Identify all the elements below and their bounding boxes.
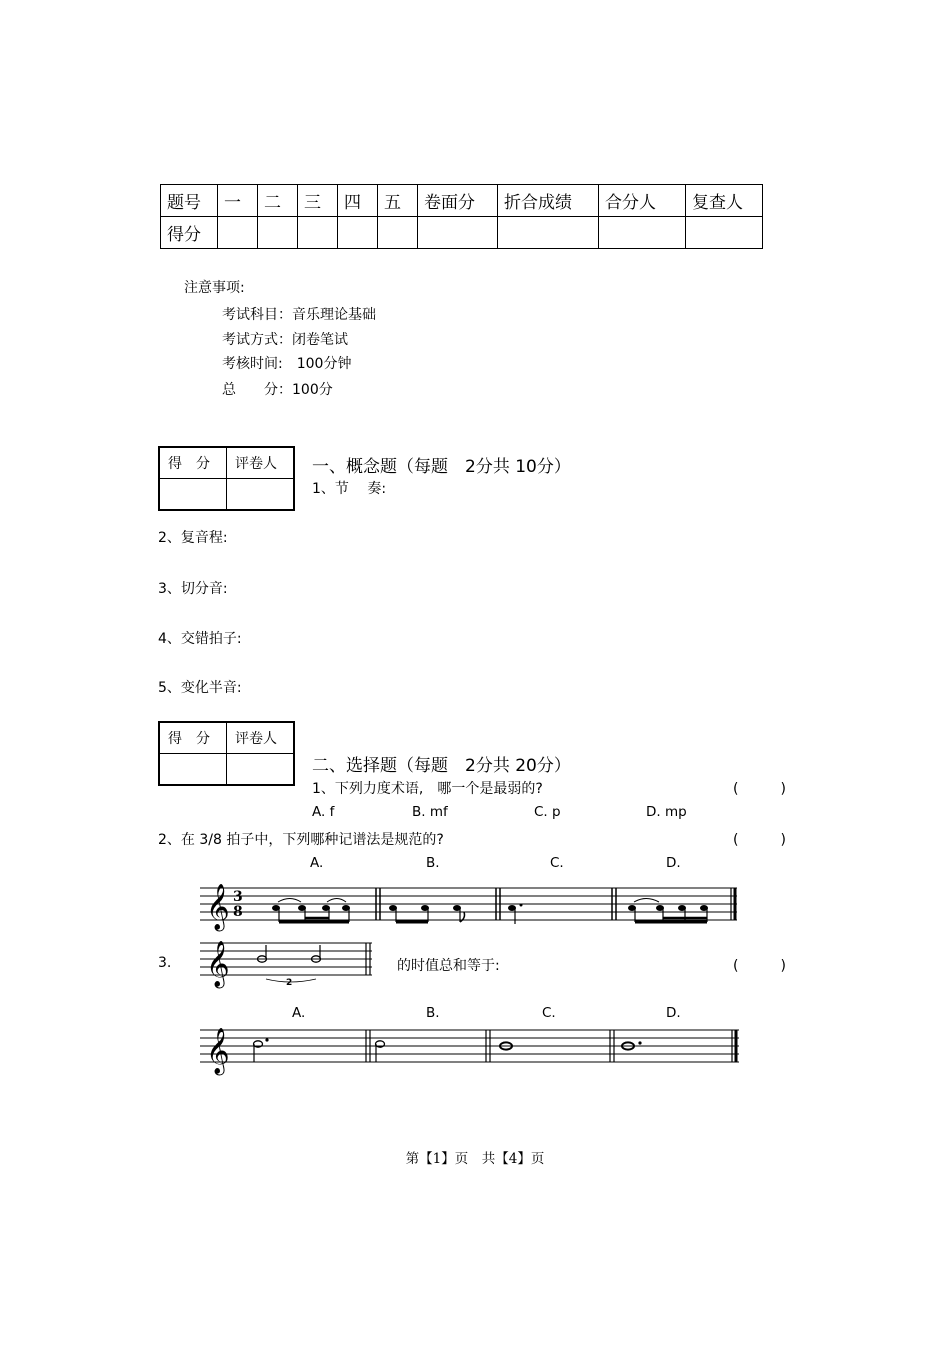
header-cell: 合分人 [599, 185, 686, 217]
score-cell[interactable] [338, 217, 378, 249]
q2-music-staff [200, 874, 740, 932]
score-table-score-row [161, 217, 763, 249]
notice-subject: 考试科目：音乐理论基础 [222, 307, 376, 323]
s2-q2-answer-paren[interactable]: ( ) [733, 832, 786, 848]
s2-q1-option-b[interactable]: B. mf [412, 804, 448, 820]
s2-q3-answer-paren[interactable]: ( ) [733, 958, 786, 974]
option-b-notes [389, 905, 465, 922]
score-cell[interactable] [378, 217, 418, 249]
grader-name-field[interactable] [227, 754, 295, 786]
section1-title: 一、概念题（每题 2分共 10分） [312, 457, 571, 477]
s2-q2-option-b[interactable]: B. [426, 855, 440, 871]
grader-score-label: 得 分 [159, 722, 227, 754]
s2-q1-option-a[interactable]: A. f [312, 804, 335, 820]
s2-q2-option-c[interactable]: C. [550, 855, 564, 871]
row-label: 得分 [161, 217, 218, 249]
s2-q3-option-a[interactable]: A. [292, 1005, 306, 1021]
header-cell: 一 [218, 185, 258, 217]
score-cell[interactable] [686, 217, 763, 249]
score-table-header-row [161, 185, 763, 217]
s2-q1-option-c[interactable]: C. p [534, 804, 561, 820]
s2-q3-option-b[interactable]: B. [426, 1005, 440, 1021]
time-sig-bottom: 8 [233, 904, 243, 920]
treble-clef-icon: 𝄞 [206, 884, 230, 930]
section2-title: 二、选择题（每题 2分共 20分） [312, 756, 571, 776]
grader-score-field[interactable] [159, 479, 227, 511]
s1-q3: 3、切分音: [158, 581, 228, 597]
s1-q2: 2、复音程: [158, 530, 228, 546]
option-c-notes [508, 904, 523, 925]
treble-clef-icon: 𝄞 [206, 941, 230, 987]
score-cell[interactable] [218, 217, 258, 249]
grader-name-label: 评卷人 [227, 447, 295, 479]
grader-name-field[interactable] [227, 479, 295, 511]
s2-q1: 1、下列力度术语, 哪一个是最弱的? [312, 781, 543, 797]
notice-method: 考试方式：闭卷笔试 [222, 332, 348, 348]
header-cell: 复查人 [686, 185, 763, 217]
s2-q2: 2、在 3/8 拍子中，下列哪种记谱法是规范的? [158, 832, 444, 848]
header-cell: 五 [378, 185, 418, 217]
option-d-notes [628, 899, 708, 923]
grader-box-1 [158, 446, 295, 511]
score-cell[interactable] [258, 217, 298, 249]
grader-name-label: 评卷人 [227, 722, 295, 754]
option-a-note [254, 1038, 269, 1062]
page-footer: 第【1】页 共【4】页 [405, 1151, 545, 1167]
tuplet-number: 2 [286, 978, 293, 988]
score-cell[interactable] [298, 217, 338, 249]
s2-q2-option-d[interactable]: D. [666, 855, 681, 871]
s2-q3-option-c[interactable]: C. [542, 1005, 556, 1021]
notice-time: 考核时间: 100分钟 [222, 356, 352, 372]
header-cell: 四 [338, 185, 378, 217]
header-cell: 折合成绩 [498, 185, 599, 217]
score-cell[interactable] [418, 217, 498, 249]
score-cell[interactable] [599, 217, 686, 249]
time-sig-top: 3 [233, 889, 243, 905]
option-a-notes [272, 899, 350, 923]
header-cell: 题号 [161, 185, 218, 217]
option-b-note [376, 1041, 385, 1062]
s2-q1-option-d[interactable]: D. mp [646, 804, 687, 820]
grader-score-field[interactable] [159, 754, 227, 786]
s2-q3-option-d[interactable]: D. [666, 1005, 681, 1021]
score-table [160, 184, 763, 249]
grader-box-2 [158, 721, 295, 786]
s2-q3-number: 3. [158, 955, 172, 971]
q3-music-staff [200, 931, 376, 991]
q3-options-staff [200, 1018, 742, 1078]
s1-q5: 5、变化半音: [158, 680, 242, 696]
score-cell[interactable] [498, 217, 599, 249]
header-cell: 三 [298, 185, 338, 217]
notice-title: 注意事项: [184, 280, 245, 296]
header-cell: 卷面分 [418, 185, 498, 217]
s2-q3: 的时值总和等于: [397, 958, 500, 974]
notice-total: 总 分：100分 [222, 382, 333, 398]
grader-score-label: 得 分 [159, 447, 227, 479]
treble-clef-icon: 𝄞 [206, 1028, 230, 1074]
s2-q1-answer-paren[interactable]: ( ) [733, 781, 786, 797]
s1-q1: 1、节 奏: [312, 481, 387, 497]
s2-q2-option-a[interactable]: A. [310, 855, 324, 871]
header-cell: 二 [258, 185, 298, 217]
s1-q4: 4、交错拍子: [158, 631, 242, 647]
